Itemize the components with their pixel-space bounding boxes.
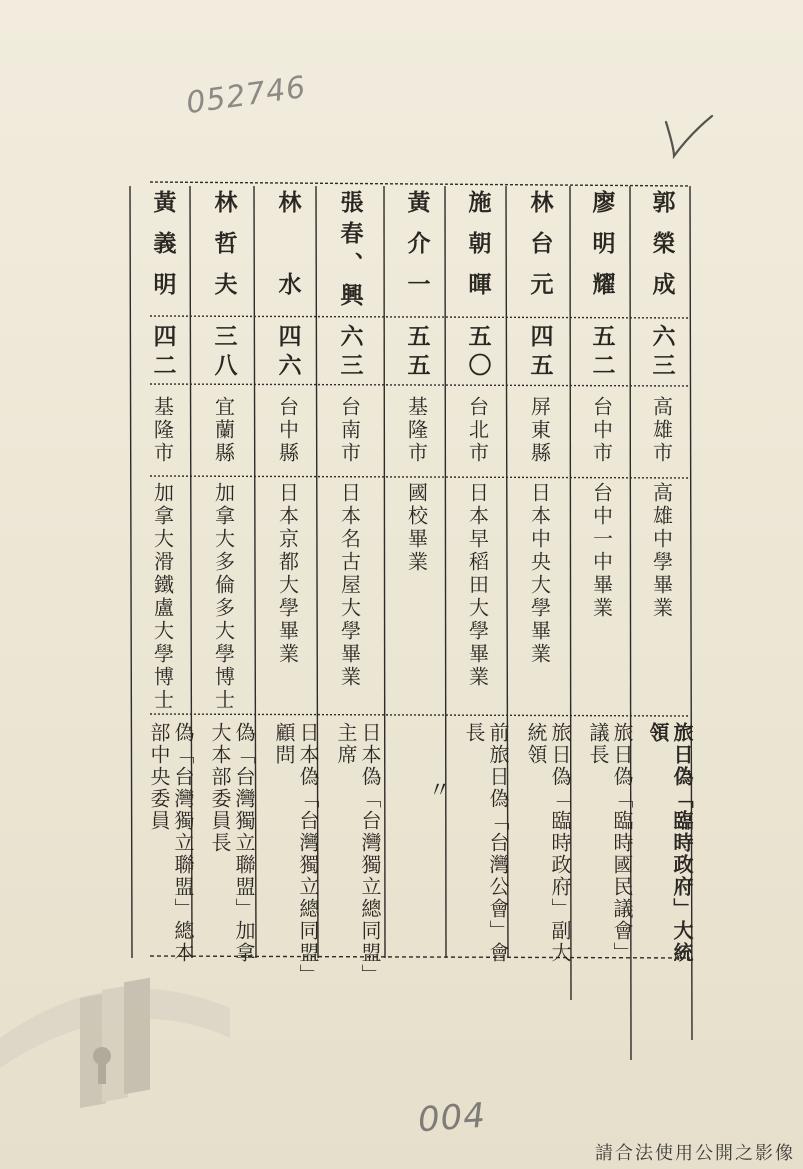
person-birthplace: 台中縣	[275, 396, 300, 465]
person-education: 高雄中學畢業	[649, 482, 674, 620]
table-row	[131, 190, 195, 964]
person-birthplace: 高雄市	[649, 396, 674, 465]
person-birthplace: 基隆市	[404, 396, 429, 465]
person-name: 黃介一	[403, 190, 431, 313]
person-education: 日本名古屋大學畢業	[337, 482, 362, 689]
person-name: 林 水	[274, 190, 302, 313]
person-birthplace: 台中市	[589, 396, 614, 465]
handwritten-page-number: 004	[416, 1095, 488, 1141]
person-birthplace: 宜蘭縣	[211, 396, 236, 465]
person-education: 日本早稻田大學畢業	[465, 482, 490, 689]
person-role: 偽「台灣獨立聯盟」加拿大本部委員長	[208, 722, 256, 964]
person-age: 四二	[149, 324, 177, 382]
person-name: 廖明耀	[588, 190, 616, 313]
person-education: 加拿大多倫多大學博士	[211, 482, 236, 712]
table-row	[192, 190, 256, 964]
table-row	[508, 190, 572, 964]
handwritten-archive-number: 052746	[184, 69, 309, 122]
person-role: 旅日偽「臨時國民議會」議長	[586, 722, 634, 964]
person-role: 〃	[425, 778, 450, 802]
person-education: 加拿大滑鐵盧大學博士	[150, 482, 175, 712]
person-birthplace: 屏東縣	[527, 396, 552, 465]
person-birthplace: 台南市	[337, 396, 362, 465]
table-row	[446, 190, 510, 964]
person-role: 旅日偽「臨時政府」大統領	[646, 722, 694, 964]
person-role: 偽「台灣獨立聯盟」總本部中央委員	[147, 722, 195, 964]
person-age: 五〇	[464, 324, 492, 382]
table-row	[318, 190, 382, 976]
table-row	[570, 190, 634, 964]
person-role: 日本偽「台灣獨立總同盟」主席	[334, 722, 382, 976]
watermark-text: 請合法使用公開之影像	[595, 1143, 795, 1164]
person-name: 張春、興	[336, 190, 364, 314]
person-birthplace: 基隆市	[150, 396, 175, 465]
person-age: 五五	[403, 324, 431, 382]
person-role: 日本偽「台灣獨立總同盟」顧問	[272, 722, 320, 976]
table-row	[256, 190, 320, 976]
person-birthplace: 台北市	[465, 396, 490, 465]
person-education: 台中一中畢業	[589, 482, 614, 620]
person-education: 日本中央大學畢業	[527, 482, 552, 666]
person-name: 林台元	[526, 190, 554, 313]
table-row	[385, 190, 449, 960]
person-age: 四六	[274, 324, 302, 382]
person-role: 前旅日偽「台灣公會」會長	[462, 722, 510, 964]
person-name: 施朝暉	[464, 190, 492, 313]
archive-logo-icon	[0, 968, 230, 1118]
person-age: 四五	[526, 324, 554, 382]
person-age: 六三	[336, 324, 364, 382]
person-name: 黃義明	[149, 190, 177, 313]
person-age: 五二	[588, 324, 616, 382]
person-age: 六三	[648, 324, 676, 382]
person-name: 林哲夫	[210, 190, 238, 313]
table-row	[630, 190, 694, 964]
person-role: 旅日偽「臨時政府」副大統領	[524, 722, 572, 964]
person-education: 日本京都大學畢業	[275, 482, 300, 666]
person-name: 郭榮成	[648, 190, 676, 313]
person-age: 三八	[210, 324, 238, 382]
person-education: 國校畢業	[404, 482, 429, 574]
